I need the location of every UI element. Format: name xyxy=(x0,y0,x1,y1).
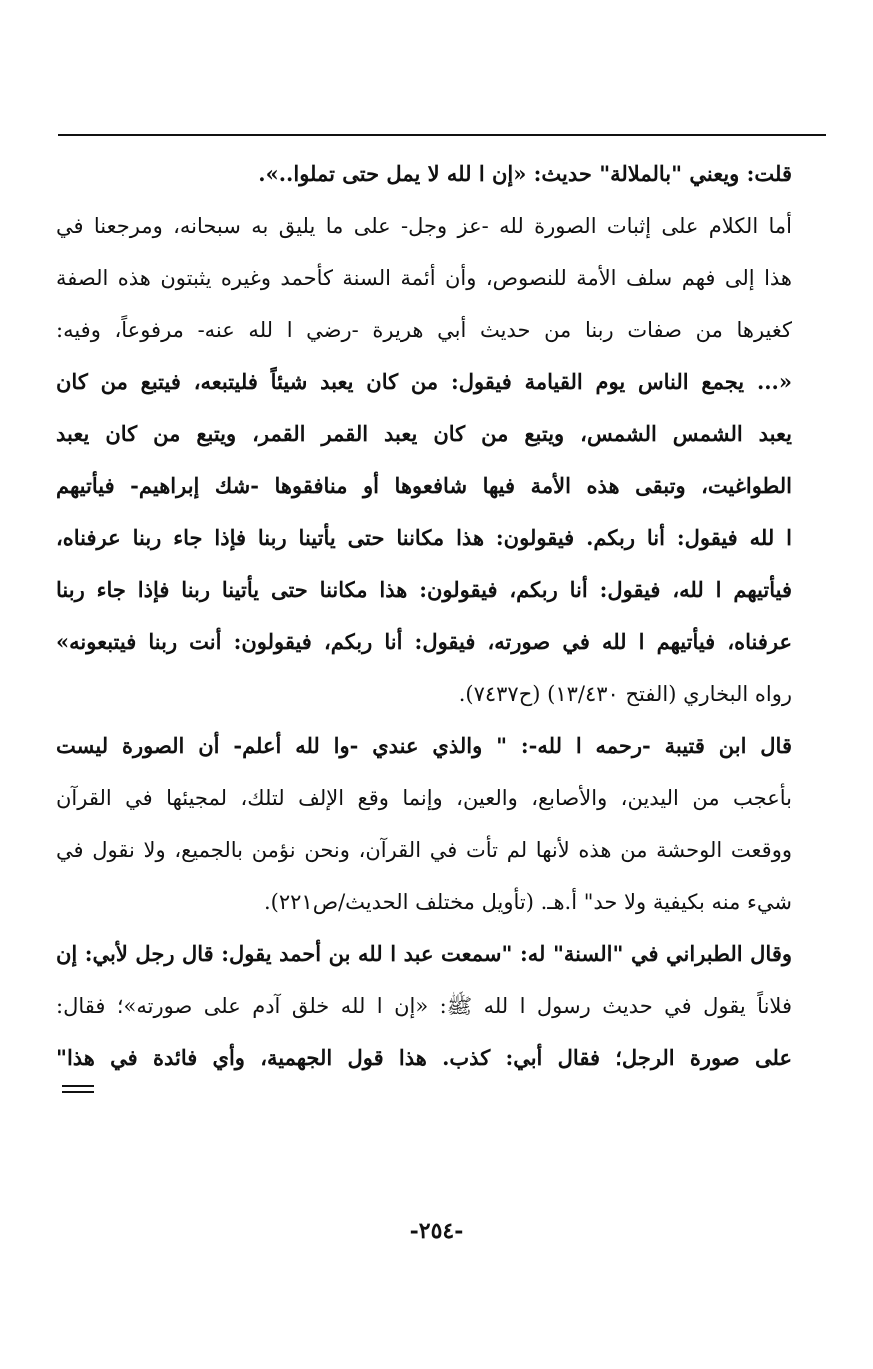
page-number: -٢٥٤- xyxy=(409,1218,464,1244)
text-line: عرفناه، فيأتيهم ا لله في صورته، فيقول: أنا ربكم، فيقولون: أنت ربنا فيتبعونه» xyxy=(56,629,792,654)
text-line: رواه البخاري (الفتح ١٣/٤٣٠) (ح٧٤٣٧). xyxy=(458,682,792,706)
text-line: يعبد الشمس الشمس، ويتبع من كان يعبد القمر القمر، ويتبع من كان يعبد xyxy=(56,421,792,446)
text-line: أما الكلام على إثبات الصورة لله -عز وجل- على ما يليق به سبحانه، ومرجعنا في xyxy=(56,214,792,238)
text-line: الطواغيت، وتبقى هذه الأمة فيها شافعوها أو منافقوها -شك إبراهيم- فيأتيهم xyxy=(56,473,792,498)
text-line: ووقعت الوحشة من هذه لأنها لم تأت في القرآن، ونحن نؤمن بالجميع، ولا نقول في xyxy=(56,838,792,862)
continuation-mark xyxy=(62,1085,94,1095)
text-line: كغيرها من صفات ربنا من حديث أبي هريرة -رضي ا لله عنه- مرفوعاً، وفيه: xyxy=(56,318,792,342)
text-line: على صورة الرجل؛ فقال أبي: كذب. هذا قول الجهمية، وأي فائدة في هذا" xyxy=(56,1045,792,1070)
text-line: هذا إلى فهم سلف الأمة للنصوص، وأن أئمة السنة كأحمد وغيره يثبتون هذه الصفة xyxy=(56,266,792,290)
text-line: وقال الطبراني في "السنة" له: "سمعت عبد ا لله بن أحمد يقول: قال رجل لأبي: إن xyxy=(56,941,792,966)
text-line: شيء منه بكيفية ولا حد" أ.هـ. (تأويل مختلف الحديث/ص٢٢١). xyxy=(263,890,792,914)
text-line: ا لله فيقول: أنا ربكم. فيقولون: هذا مكاننا حتى يأتينا ربنا فإذا جاء ربنا عرفناه، xyxy=(56,525,792,550)
text-line: «... يجمع الناس يوم القيامة فيقول: من كان يعبد شيئاً فليتبعه، فيتبع من كان xyxy=(56,369,792,394)
text-line: فلاناً يقول في حديث رسول ا لله ﷺ: «إن ا لله خلق آدم على صورته»؛ فقال: xyxy=(56,994,792,1018)
text-line: قال ابن قتيبة -رحمه ا لله-: " والذي عندي -وا لله أعلم- أن الصورة ليست xyxy=(56,733,792,758)
text-line: بأعجب من اليدين، والأصابع، والعين، وإنما وقع الإلف لتلك، لمجيئها في القرآن xyxy=(56,786,792,810)
text-line: فيأتيهم ا لله، فيقول: أنا ربكم، فيقولون: هذا مكاننا حتى يأتينا ربنا فإذا جاء ربنا xyxy=(56,577,792,602)
top-rule xyxy=(58,134,826,136)
text-line: قلت: ويعني "بالملالة" حديث: «إن ا لله لا يمل حتى تملوا..». xyxy=(258,161,792,186)
body-text xyxy=(56,148,792,1084)
